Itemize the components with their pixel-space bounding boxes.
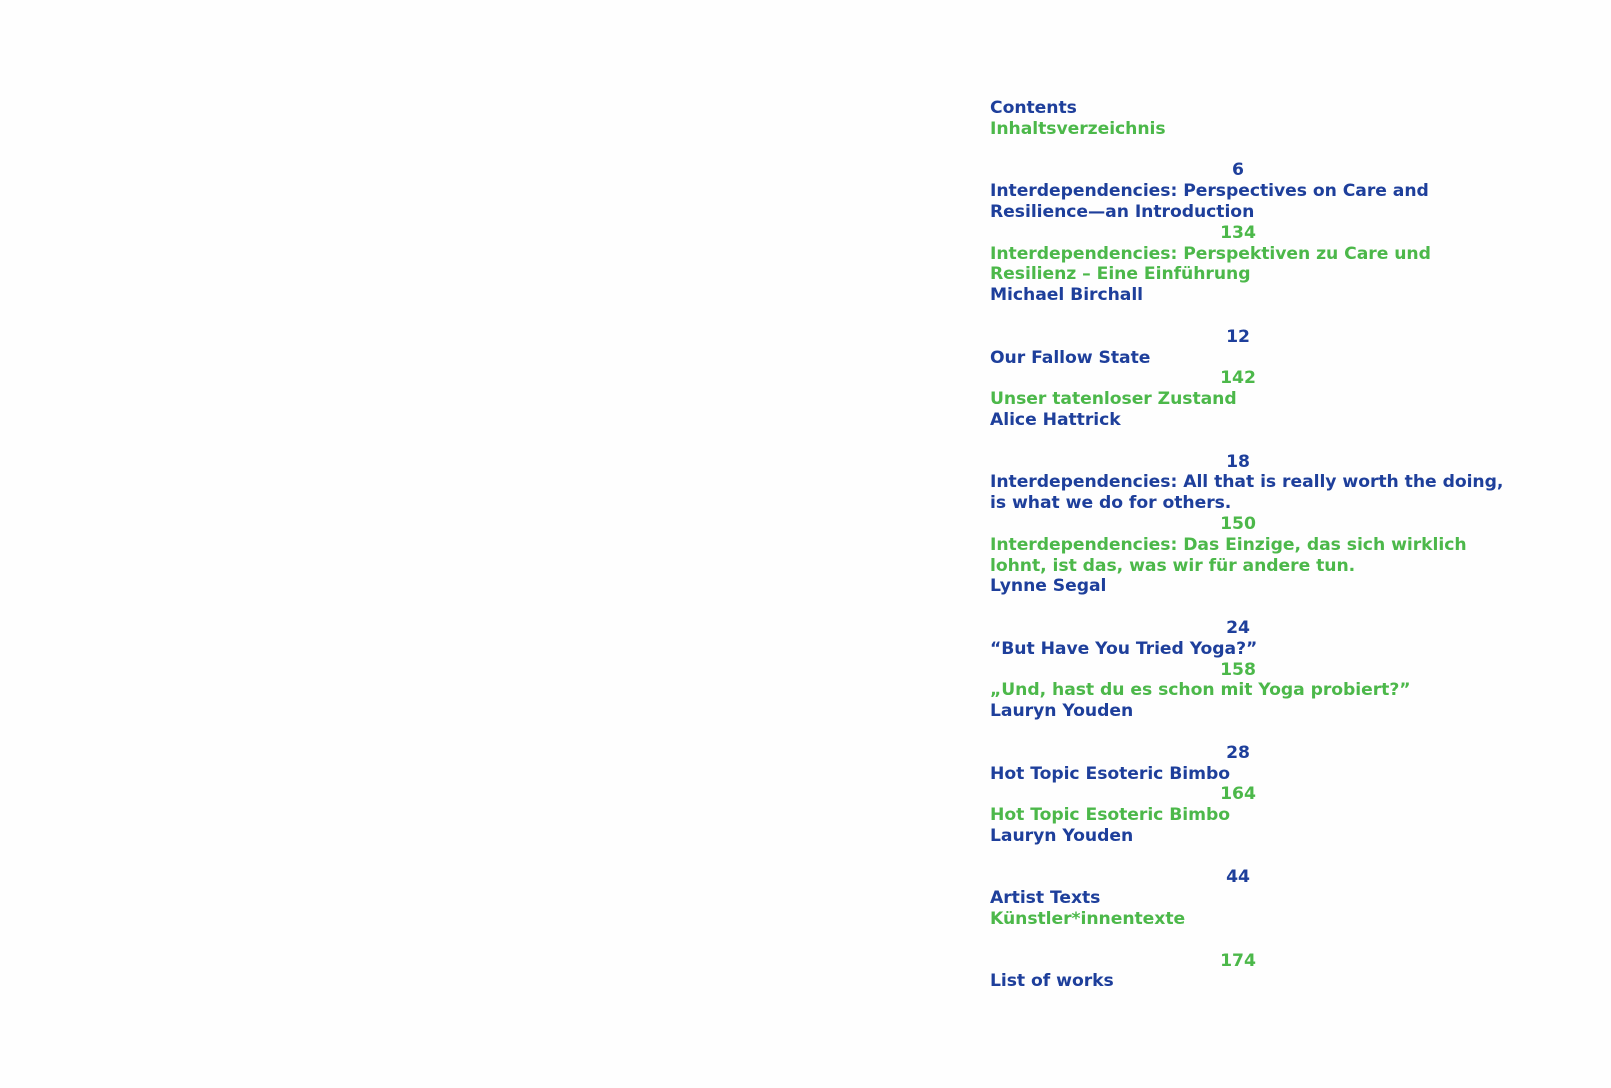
toc-heading bbox=[990, 98, 1510, 140]
entry-title-en: Artist Texts bbox=[990, 888, 1101, 909]
entry-author: Michael Birchall bbox=[990, 285, 1144, 306]
entry-title-de: Hot Topic Esoteric Bimbo bbox=[990, 805, 1231, 826]
entry-title-en: List of works bbox=[990, 971, 1114, 992]
toc-entry[interactable] bbox=[990, 618, 1510, 722]
page-number-en: 44 bbox=[1226, 867, 1250, 888]
toc-entry[interactable] bbox=[990, 452, 1510, 598]
table-of-contents bbox=[990, 98, 1510, 1013]
toc-entry[interactable] bbox=[990, 327, 1510, 431]
page-number-de: 142 bbox=[1220, 368, 1256, 389]
entry-title-en: Our Fallow State bbox=[990, 347, 1151, 368]
entry-title-en: Interdependencies: All that is really worth the doing, bbox=[990, 472, 1504, 493]
entry-title-en: Resilience—an Introduction bbox=[990, 201, 1255, 222]
page-number-de: 164 bbox=[1220, 784, 1256, 805]
toc-heading-de: Inhaltsverzeichnis bbox=[990, 118, 1166, 139]
page-number-de: 174 bbox=[1220, 950, 1256, 971]
page-number-de: 158 bbox=[1220, 659, 1256, 680]
page-number-en: 28 bbox=[1226, 742, 1250, 763]
entry-title-en: Hot Topic Esoteric Bimbo bbox=[990, 763, 1231, 784]
page-number-de: 134 bbox=[1220, 222, 1256, 243]
entry-author: Alice Hattrick bbox=[990, 409, 1121, 430]
page-number-en: 12 bbox=[1226, 326, 1250, 347]
entry-title-de: Unser tatenloser Zustand bbox=[990, 389, 1237, 410]
page-number-en: 6 bbox=[1232, 160, 1244, 181]
toc-entry[interactable] bbox=[990, 743, 1510, 847]
page-number-en: 24 bbox=[1226, 617, 1250, 638]
toc-heading-en: Contents bbox=[990, 98, 1077, 118]
entry-title-en: “But Have You Tried Yoga?” bbox=[990, 638, 1258, 659]
right-page bbox=[805, 0, 1611, 1088]
entry-title-de: Interdependencies: Perspektiven zu Care und bbox=[990, 243, 1431, 264]
entry-author: Lynne Segal bbox=[990, 576, 1107, 597]
entry-title-de: lohnt, ist das, was wir für andere tun. bbox=[990, 555, 1356, 576]
entry-author: Lauryn Youden bbox=[990, 701, 1134, 722]
toc-entry[interactable] bbox=[990, 951, 1510, 993]
entry-author: Lauryn Youden bbox=[990, 825, 1134, 846]
entry-title-de: Künstler*innentexte bbox=[990, 909, 1186, 930]
entry-title-de: „Und, hast du es schon mit Yoga probiert?” bbox=[990, 680, 1411, 701]
toc-entry[interactable] bbox=[990, 867, 1510, 929]
entry-title-en: Interdependencies: Perspectives on Care and bbox=[990, 181, 1429, 202]
left-page-blank bbox=[0, 0, 805, 1088]
page-number-en: 18 bbox=[1226, 451, 1250, 472]
entry-title-de: Resilienz – Eine Einführung bbox=[990, 264, 1251, 285]
entry-title-en: is what we do for others. bbox=[990, 493, 1232, 514]
page-number-de: 150 bbox=[1220, 513, 1256, 534]
entry-title-de: Interdependencies: Das Einzige, das sich wirklich bbox=[990, 534, 1467, 555]
toc-entry[interactable] bbox=[990, 160, 1510, 306]
